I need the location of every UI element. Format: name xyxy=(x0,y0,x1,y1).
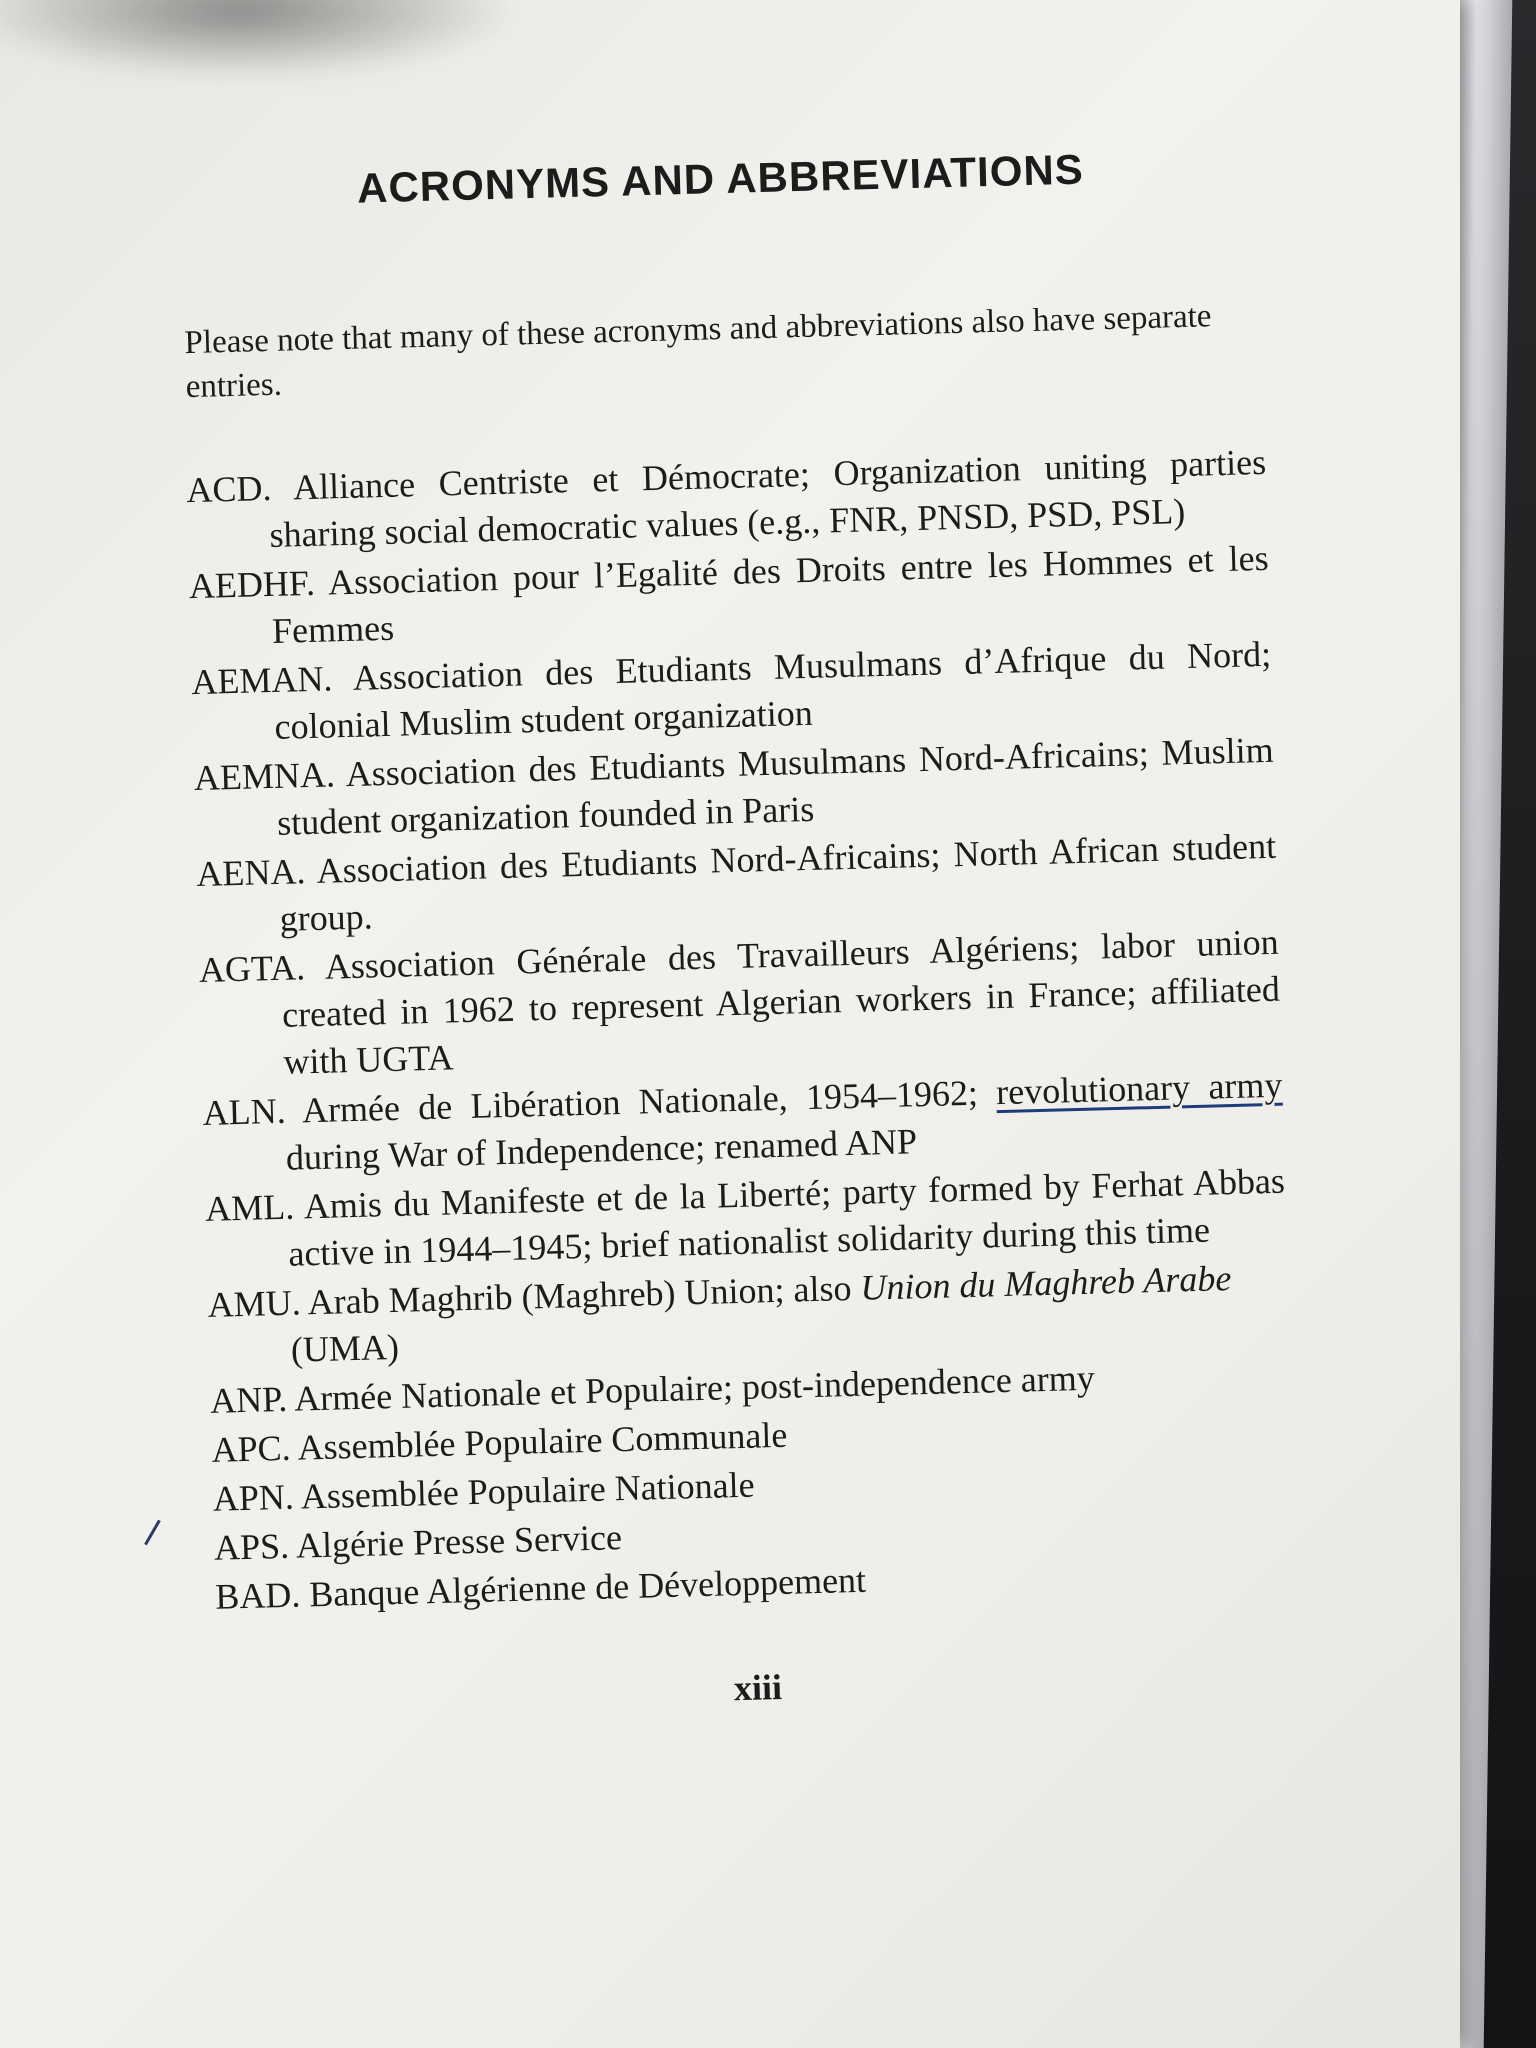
entry-definition: Assemblée Populaire Communale xyxy=(297,1414,788,1468)
entry-definition: Association des Etudiants Nord-Africains; North African student group. xyxy=(279,825,1277,939)
entry-definition: Association Générale des Travailleurs Algériens; labor union created in 1962 to represent Algerian workers in France; affiliated with UGTA xyxy=(281,921,1281,1082)
page-number: xiii xyxy=(733,1666,783,1709)
page-heading: ACRONYMS AND ABBREVIATIONS xyxy=(356,145,1085,212)
finger-shadow xyxy=(0,0,520,80)
entry-italic-term: Union du Maghreb Arabe xyxy=(859,1258,1232,1308)
entry-abbr: ALN. xyxy=(202,1090,287,1133)
entry-abbr: AEMAN. xyxy=(190,658,333,703)
intro-note: Please note that many of these acronyms and abbreviations also have separate entries. xyxy=(184,298,1212,406)
entry-abbr: AEMNA. xyxy=(193,754,336,799)
pen-tick-mark xyxy=(144,1520,173,1553)
entry-definition: Banque Algérienne de Développement xyxy=(308,1559,867,1615)
entry-abbr: AMU. xyxy=(207,1282,302,1325)
entry-definition-end: during War of Independence; renamed ANP xyxy=(285,1121,918,1178)
entry-definition: Algérie Presse Service xyxy=(295,1517,623,1566)
entry-abbr: ANP. xyxy=(209,1378,288,1421)
entry-definition: Association pour l’Egalité des Droits entre les Hommes et les Femmes xyxy=(271,537,1270,651)
entry-definition: Alliance Centriste et Démocrate; Organization uniting parties sharing social democratic values (e.g., FNR, PNSD, PSD, PSL) xyxy=(269,441,1267,555)
entry-definition: Armée Nationale et Populaire; post-independence army xyxy=(293,1357,1096,1419)
entry-abbr: APC. xyxy=(210,1427,292,1470)
acronym-list xyxy=(186,439,1296,1621)
entry-agta xyxy=(198,919,1281,1088)
entry-abbr: AEDHF. xyxy=(188,562,316,607)
entry-definition-start: Arab Maghrib (Maghreb) Union; also xyxy=(307,1267,861,1323)
entry-abbr: AGTA. xyxy=(198,947,306,990)
entry-definition: Assemblée Populaire Nationale xyxy=(300,1464,756,1517)
entry-abbr: APN. xyxy=(212,1476,295,1519)
entry-definition-start: Armée de Libération Nationale, 1954–1962; xyxy=(301,1072,997,1131)
page-content xyxy=(150,140,1330,1723)
entry-abbr: AML. xyxy=(204,1186,295,1229)
entry-abbr: BAD. xyxy=(214,1574,301,1617)
entry-abbr: ACD. xyxy=(185,467,272,511)
entry-definition: Amis du Manifeste et de la Liberté; party formed by Ferhat Abbas active in 1944–1945; brief nationalist solidarity during this time xyxy=(287,1160,1286,1274)
entry-definition-end: (UMA) xyxy=(290,1326,400,1370)
entry-definition: Association des Etudiants Musulmans d’Afrique du Nord; colonial Muslim student organization xyxy=(274,633,1272,747)
entry-definition: Association des Etudiants Musulmans Nord-Africains; Muslim student organization founded in Paris xyxy=(276,729,1275,843)
handwritten-underline-text: revolutionary army xyxy=(995,1064,1283,1113)
entry-abbr: AENA. xyxy=(195,851,306,895)
entry-abbr: APS. xyxy=(213,1525,290,1568)
